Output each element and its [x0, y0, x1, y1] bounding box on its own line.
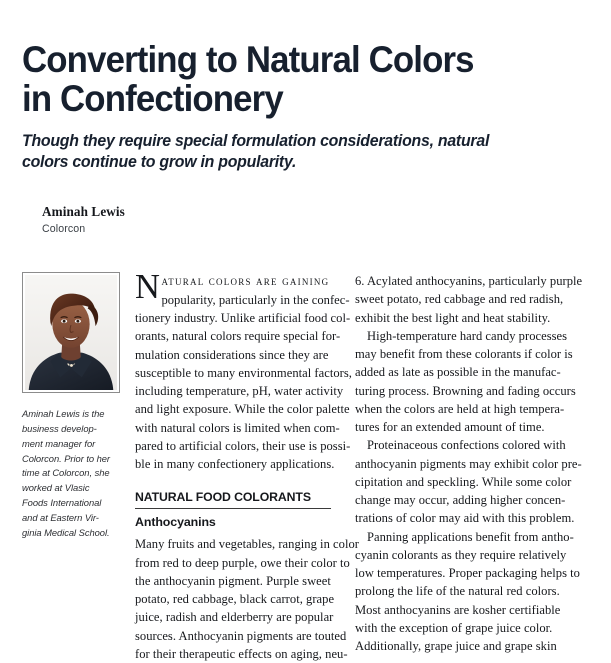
anthocyanins-line-7: for their therapeutic effects on aging, neu-	[135, 646, 348, 661]
opening-line-4: mulation considerations since they are	[135, 347, 329, 362]
anthocyanins-line-6: sources. Anthocyanin pigments are touted	[135, 628, 347, 643]
c2-p4-line-2: cyanin colorants as they require relatively	[355, 547, 567, 562]
c2-p2-line-4: turing process. Browning and fading occurs	[355, 383, 576, 398]
caption-line-4: Colorcon. Prior to her	[22, 452, 110, 464]
deck-line-1: Though they require special formulation considerations, natural	[22, 132, 490, 151]
caption-line-5: time at Colorcon, she	[22, 467, 110, 479]
c2-p4-line-1: Panning applications benefit from antho-	[367, 529, 574, 544]
opening-line-2: tionery industry. Unlike artificial food col-	[135, 311, 351, 325]
caption-line-6: worked at Vlasic	[22, 482, 90, 494]
column-two-paragraph-two	[355, 327, 575, 437]
opening-line-9: pared to artificial colors, their use is possi-	[135, 438, 351, 453]
article-deck	[22, 131, 529, 172]
c2-p2-line-2: may benefit from these colorants if color is	[355, 347, 573, 361]
opening-line-3: orants, natural colors require special for-	[135, 329, 341, 344]
c2-p2-line-5: when the colors are held at high tempera-	[355, 401, 565, 416]
masthead	[22, 0, 589, 235]
c2-p2-line-3: added as late as possible in the manufac-	[355, 365, 561, 380]
section-heading-natural-food-colorants: NATURAL FOOD COLORANTS	[135, 488, 331, 509]
caption-line-7: Foods International	[22, 497, 102, 509]
c2-p4-line-6: with the exception of grape juice color.	[355, 620, 553, 635]
c2-p3-line-4: change may occur, adding higher concen-	[355, 493, 566, 507]
anthocyanins-line-1: Many fruits and vegetables, ranging in color	[135, 537, 359, 552]
opening-line-6: including temperature, pH, water activity	[135, 384, 344, 398]
anthocyanins-line-2: from red to deep purple, owe their color to	[135, 555, 350, 570]
caption-line-9: ginia Medical School.	[22, 526, 110, 538]
opening-smallcaps: atural colors are gaining	[161, 274, 330, 288]
c2-p3-line-1: Proteinaceous confections colored with	[367, 438, 566, 453]
headline-line-1: Converting to Natural Colors	[22, 39, 474, 80]
byline	[22, 204, 589, 235]
opening-line-8: with natural colors is limited when com-	[135, 420, 340, 435]
c2-p4-line-7: Additionally, grape juice and grape skin	[355, 639, 557, 653]
caption-line-8: and at Eastern Vir-	[22, 512, 99, 524]
body-column-two	[355, 272, 583, 653]
body-column-one	[135, 268, 359, 661]
opening-line-7: and light exposure. While the color palette	[135, 402, 350, 417]
opening-line-1: popularity, particularly in the confec-	[161, 292, 350, 307]
portrait-photo	[25, 275, 117, 390]
c2-p1-line-3: exhibit the best light and heat stability.	[355, 310, 551, 325]
caption-line-1: Aminah Lewis is the	[22, 408, 105, 419]
portrait-photo-frame	[22, 272, 120, 393]
c2-p4-line-4: prolong the life of the natural red colors.	[355, 584, 560, 599]
byline-author: Aminah Lewis	[42, 203, 125, 219]
anthocyanins-line-4: potato, red cabbage, black carrot, grape	[135, 592, 335, 607]
portrait-illustration	[25, 275, 117, 390]
anthocyanins-paragraph	[135, 535, 359, 663]
photo-caption	[22, 407, 123, 541]
c2-p2-line-6: tures for an extended amount of time.	[355, 420, 545, 434]
page-title	[22, 40, 555, 118]
c2-p3-line-3: cipitation and speckling. While some color	[355, 474, 572, 489]
opening-paragraph	[135, 268, 352, 473]
byline-organization: Colorcon	[42, 222, 86, 235]
opening-line-10: ble in many confectionery applications.	[135, 457, 335, 471]
c2-p4-line-3: low temperatures. Proper packaging helps to	[355, 566, 580, 580]
c2-p1-line-2: sweet potato, red cabbage and red radish,	[355, 292, 564, 307]
c2-p4-line-5: Most anthocyanins are kosher certifiable	[355, 602, 561, 617]
column-two-paragraph-four	[355, 528, 580, 656]
headline-line-2: in Confectionery	[22, 78, 283, 120]
drop-cap: N	[135, 268, 160, 306]
c2-p3-line-2: anthocyanin pigments may exhibit color pre-	[355, 456, 582, 471]
c2-p1-line-1: 6. Acylated anthocyanins, particularly purple	[355, 274, 583, 288]
sub-heading-anthocyanins: Anthocyanins	[135, 515, 216, 530]
deck-line-2: colors continue to grow in popularity.	[22, 153, 297, 172]
c2-p3-line-5: trations of color may aid with this problem.	[355, 511, 575, 526]
column-two-paragraph-one	[355, 272, 583, 327]
article-columns	[22, 268, 589, 661]
photo-column	[22, 272, 135, 611]
opening-line-5: susceptible to many environmental factors,	[135, 365, 352, 380]
caption-line-3: ment manager for	[22, 437, 96, 449]
anthocyanins-line-3: the anthocyanin pigment. Purple sweet	[135, 573, 331, 588]
c2-p2-line-1: High-temperature hard candy processes	[367, 328, 568, 343]
column-two-paragraph-three	[355, 436, 582, 527]
anthocyanins-line-5: juice, radish and elderberry are popular	[135, 610, 334, 625]
caption-line-2: business develop-	[22, 422, 97, 434]
